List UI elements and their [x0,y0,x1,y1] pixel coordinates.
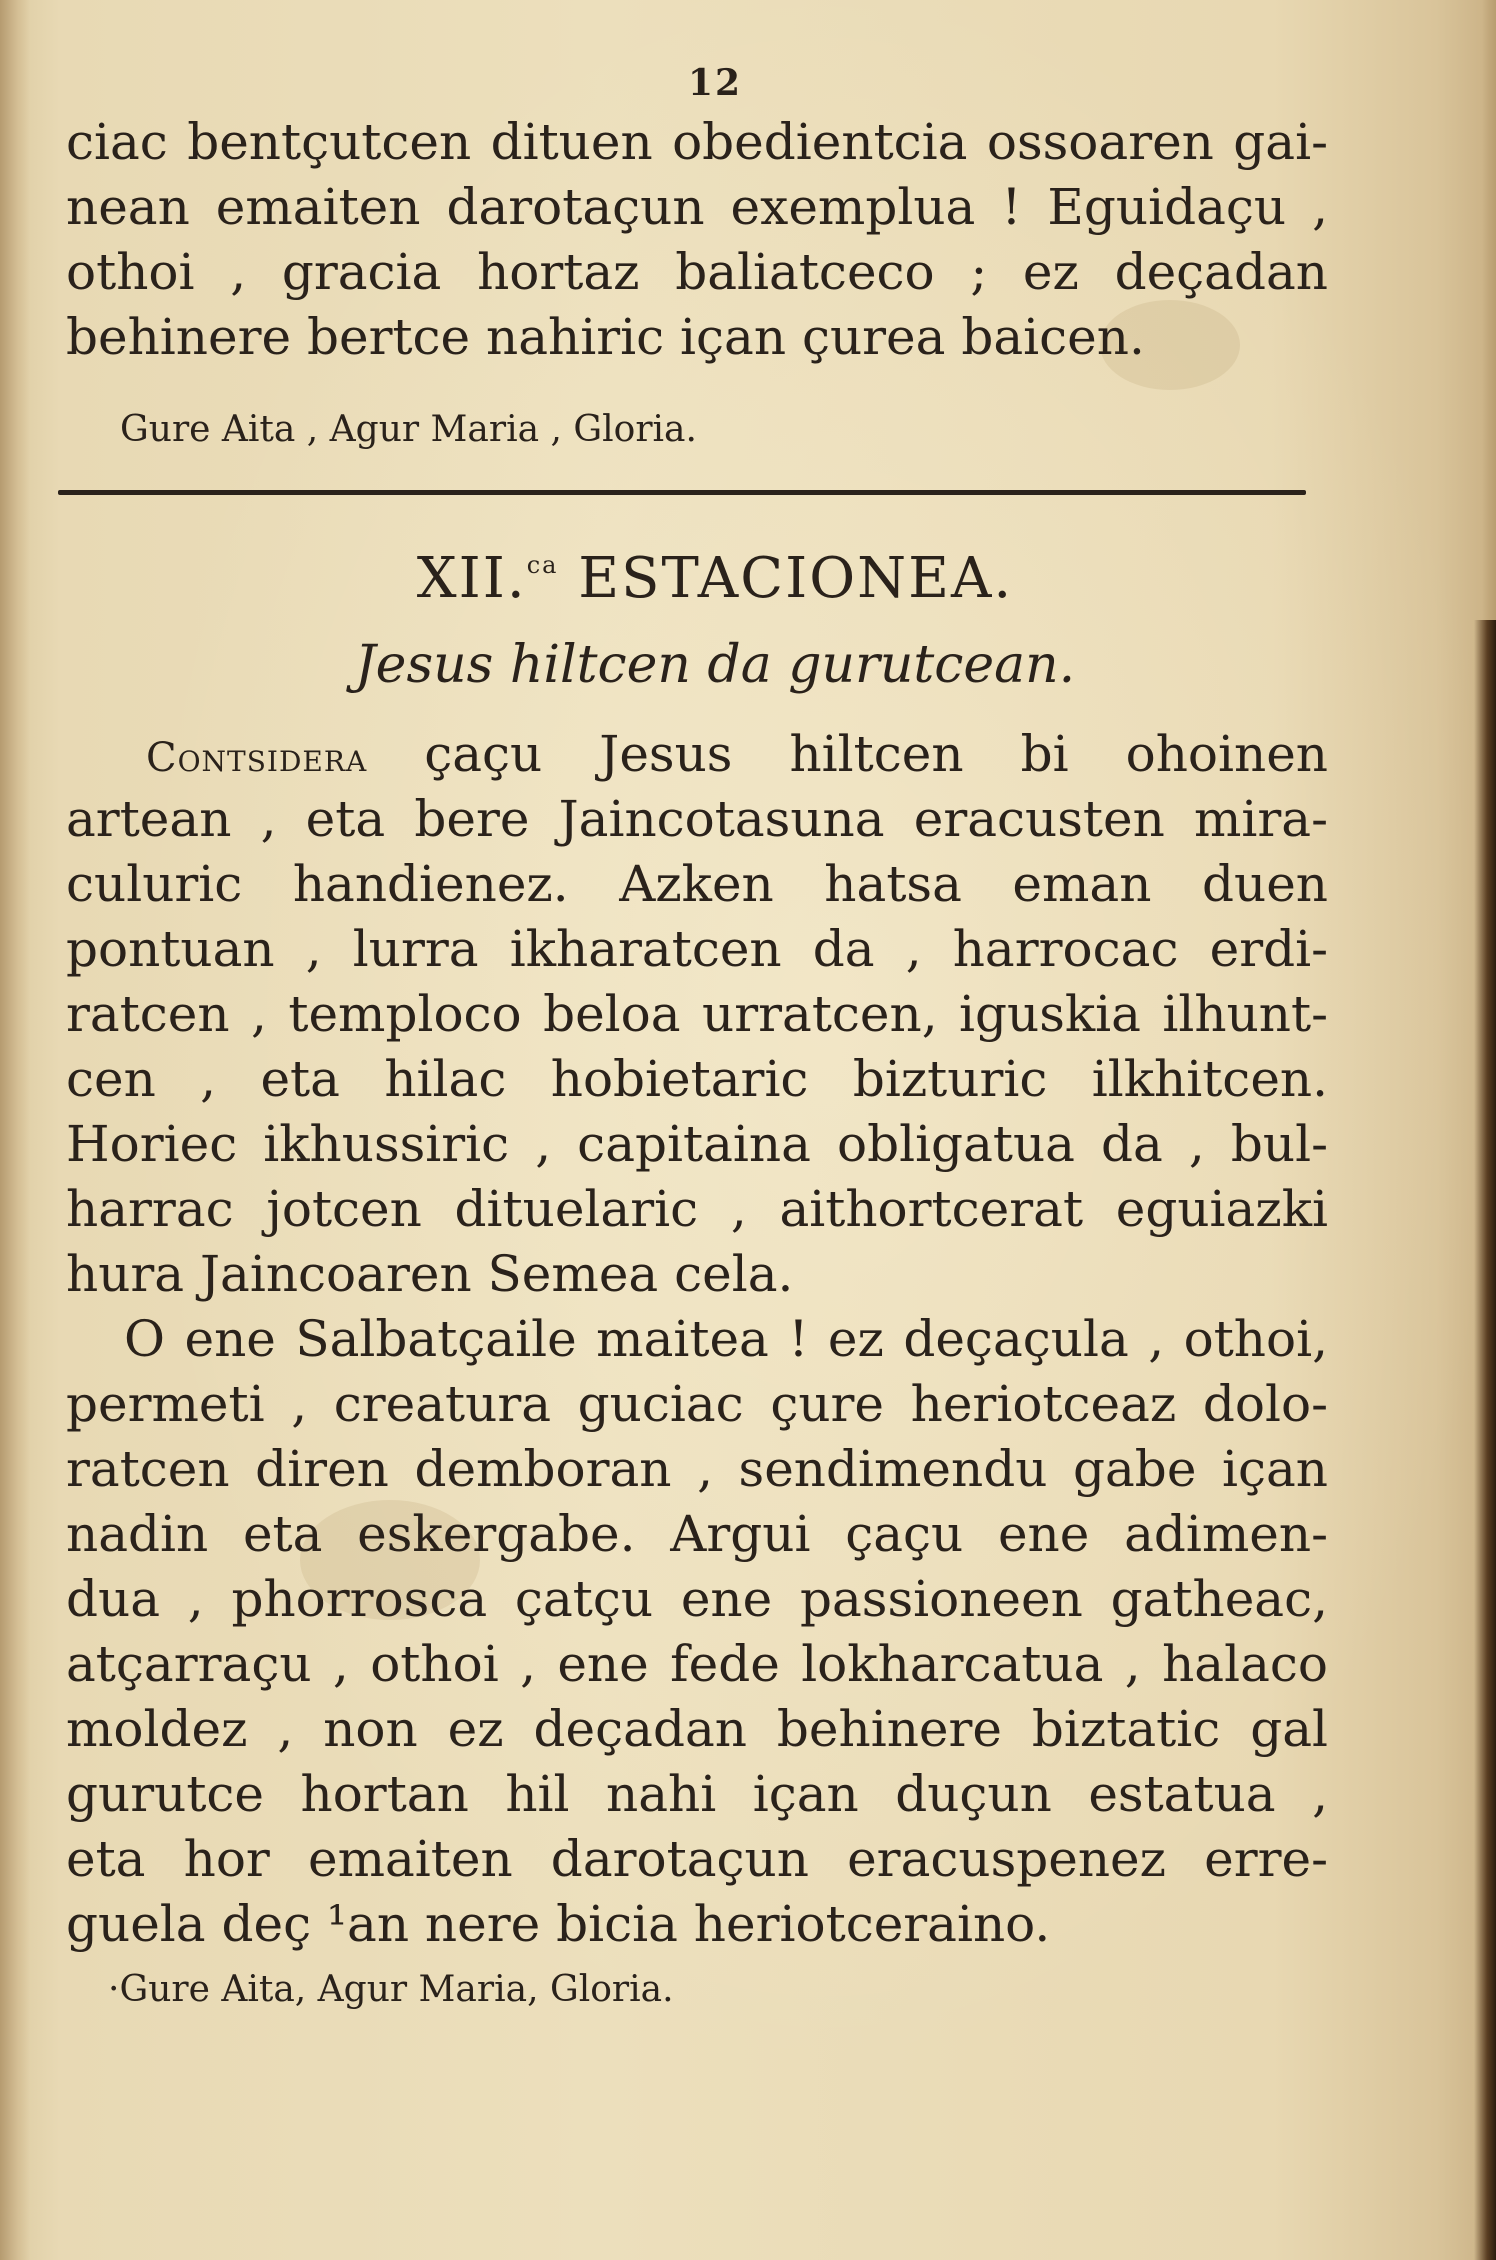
paragraph-prayer [66,1307,1328,1957]
section-divider [58,490,1306,495]
text-line: moldez , non ez deçadan behinere biztatic gal [66,1700,1328,1758]
station-body [66,722,1328,1957]
text-line: nadin eta eskergabe. Argui çaçu ene adimen- [66,1505,1328,1563]
top-paragraph [66,110,1328,370]
page-number: 12 [687,62,743,104]
bottom-closing-prayer: ·Gure Aita, Agur Maria, Gloria. [108,1969,674,2010]
text-line: dua , phorrosca çatçu ene passioneen gatheac, [66,1570,1328,1628]
text-line: harrac jotcen dituelaric , aithortcerat eguiazki [66,1180,1328,1238]
text-line: ratcen , temploco beloa urratcen, iguskia ilhunt- [66,985,1328,1043]
text-line: behinere bertce nahiric içan çurea baicen. [66,308,1145,366]
station-numeral-suffix: ca [526,551,559,579]
text-line: atçarraçu , othoi , ene fede lokharcatua , halaco [66,1635,1328,1693]
text-line: permeti , creatura guciac çure heriotceaz dolo- [66,1375,1328,1433]
text-line: eta hor emaiten darotaçun eracuspenez erre- [66,1830,1328,1888]
text-line: culuric handienez. Azken hatsa eman duen [66,855,1328,913]
text-line: cen , eta hilac hobietaric bizturic ilkhitcen. [66,1050,1328,1108]
page-edge-dark [1474,620,1496,2260]
station-title [0,525,1430,619]
text-line: guela deç ¹an nere bicia heriotceraino. [66,1895,1051,1953]
station-name: ESTACIONEA. [578,546,1014,611]
text-line: gurutce hortan hil nahi içan duçun estatua , [66,1765,1328,1823]
text-line: nean emaiten darotaçun exemplua ! Eguidaçu , [66,178,1328,236]
station-subtitle: Jesus hiltcen da gurutcean. [354,635,1076,695]
text-line: O ene Salbatçaile maitea ! ez deçaçula , othoi, [124,1310,1328,1368]
paragraph-contsidera [66,722,1328,1307]
text-line: artean , eta bere Jaincotasuna eracusten mira- [66,790,1328,848]
first-line-rest: çaçu Jesus hiltcen bi ohoinen [424,725,1328,783]
page-binding-shadow [0,0,30,2260]
text-line: hura Jaincoaren Semea cela. [66,1245,794,1303]
station-numeral: XII. [416,546,527,611]
text-line: ratcen diren demboran , sendimendu gabe içan [66,1440,1328,1498]
top-closing-prayer: Gure Aita , Agur Maria , Gloria. [120,409,697,450]
text-line: pontuan , lurra ikharatcen da , harrocac erdi- [66,920,1328,978]
text-line: othoi , gracia hortaz baliatceco ; ez deçadan [66,243,1328,301]
text-line [66,722,1328,787]
lead-word: Contsidera [146,735,368,781]
text-line: Horiec ikhussiric , capitaina obligatua da , bul- [66,1115,1328,1173]
text-line: ciac bentçutcen dituen obedientcia ossoaren gai- [66,113,1328,171]
page-edge-top [1482,0,1496,620]
